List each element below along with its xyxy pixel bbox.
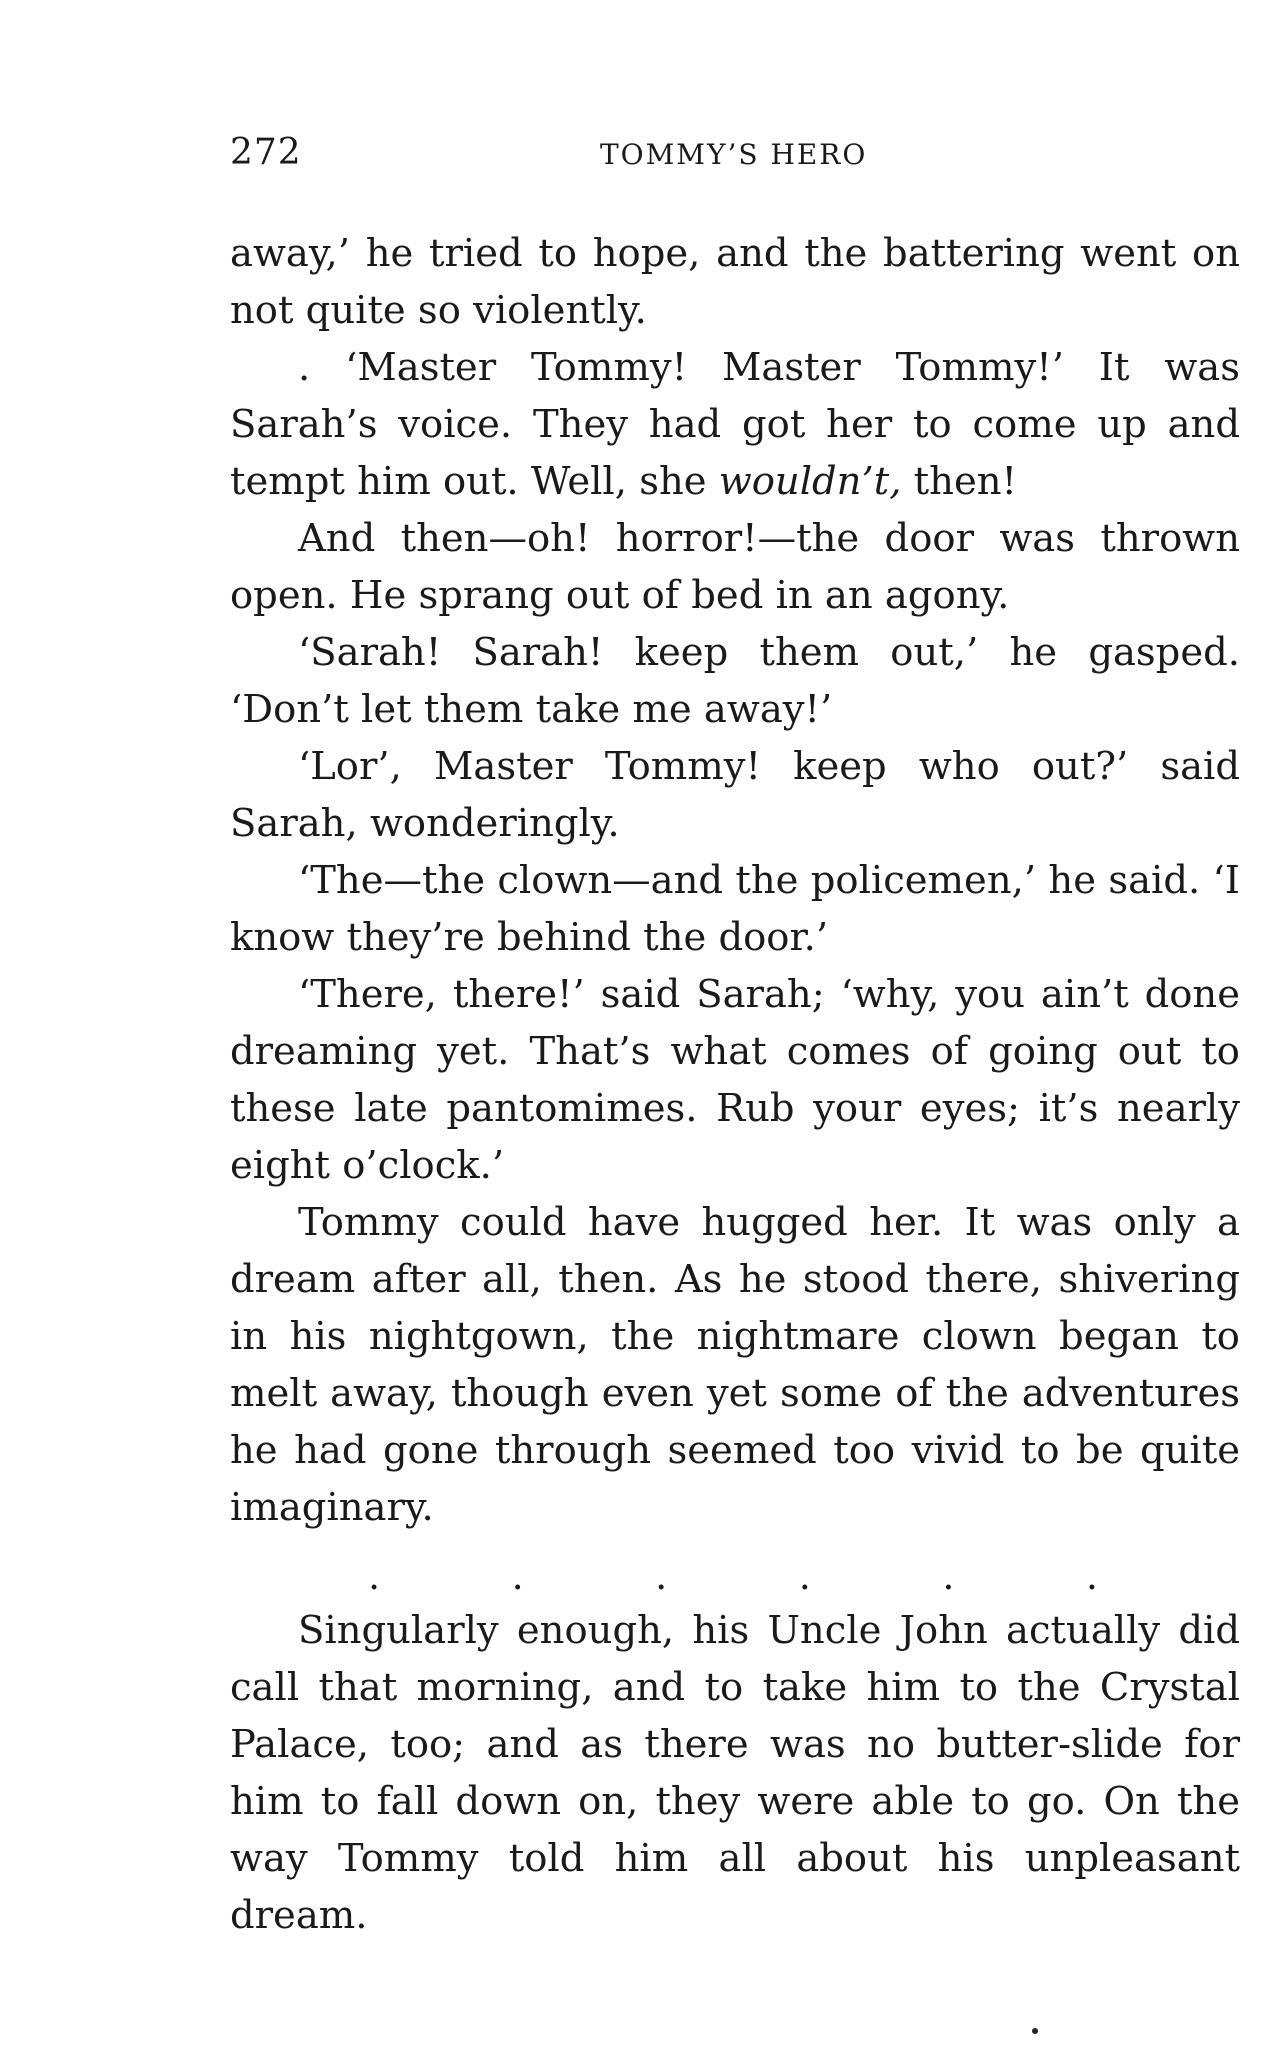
body-text xyxy=(230,225,1240,1944)
ink-speck xyxy=(1032,2028,1038,2034)
section-break-dot: . xyxy=(942,1554,955,1598)
paragraph-3: And then—oh! horror!—the door was thrown open. He sprang out of bed in an agony. xyxy=(230,516,1240,618)
paragraph-2 xyxy=(230,339,1240,510)
paragraph-6: ‘The—the clown—and the policemen,’ he said. ‘I know they’re behind the door.’ xyxy=(230,858,1240,960)
paragraph-8: Tommy could have hugged her. It was only a dream after all, then. As he stood there, shivering in his nightgown, the nightmare clown began to melt away, though even yet some of the adventures he had gone through seemed too vivid to be quite imaginary. xyxy=(230,1200,1240,1530)
section-break xyxy=(368,1550,1098,1602)
section-break-dot: . xyxy=(368,1554,381,1598)
running-title: TOMMY’S HERO xyxy=(600,138,868,171)
page-number: 272 xyxy=(230,132,302,173)
section-break-dot: . xyxy=(1085,1554,1098,1598)
running-head xyxy=(230,132,1240,182)
paragraph-4: ‘Sarah! Sarah! keep them out,’ he gasped. ‘Don’t let them take me away!’ xyxy=(230,630,1240,732)
paragraph-9: Singularly enough, his Uncle John actually did call that morning, and to take him to the Crystal Palace, too; and as there was no butter-slide for him to fall down on, they were able to go. On the way Tommy told him all about his unpleasant dream. xyxy=(230,1608,1240,1938)
paragraph-2-end: then! xyxy=(901,459,1017,504)
paragraph-2-emphasis: wouldn’t, xyxy=(718,459,902,504)
paragraph-5: ‘Lor’, Master Tommy! keep who out?’ said Sarah, wonderingly. xyxy=(230,744,1240,846)
section-break-dot: . xyxy=(655,1554,668,1598)
paragraph-1: away,’ he tried to hope, and the battering went on not quite so violently. xyxy=(230,231,1240,333)
section-break-dot: . xyxy=(511,1554,524,1598)
paragraph-7: ‘There, there!’ said Sarah; ‘why, you ain’t done dreaming yet. That’s what comes of going out to these late pantomimes. Rub your eyes; it’s nearly eight o’clock.’ xyxy=(230,972,1240,1188)
paragraph-2-text: . ‘Master Tommy! Master Tommy!’ It was Sarah’s voice. They had got her to come up and tempt him out. Well, she xyxy=(230,345,1240,504)
section-break-dot: . xyxy=(798,1554,811,1598)
